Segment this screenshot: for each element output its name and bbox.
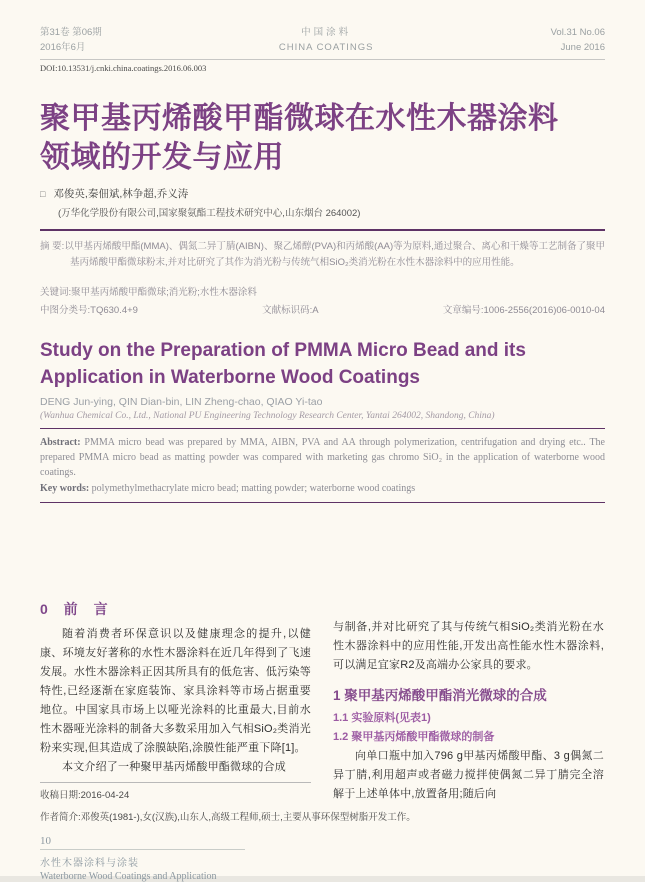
clc-label: 中图分类号:	[40, 305, 91, 317]
abstract-cn-paragraph	[40, 239, 605, 271]
author-bio: 作者简介:邓俊英(1981-),女(汉族),山东人,高级工程师,硕士,主要从事环保型树脂开发工作。	[40, 812, 416, 824]
abstract-cn-text: 以甲基丙烯酸甲酯(MMA)、偶氮二异丁腈(AIBN)、聚乙烯醇(PVA)和丙烯酸(AA)等为原料,通过聚合、离心和干燥等工艺制备了聚甲基丙烯酸甲酯微球粉末,并对比研究了其作为消光粉与传统气相SiO₂类消光粉在水性木器涂料中的应用性能。	[64, 241, 606, 269]
keywords-en-text: polymethylmethacrylate micro bead; matting powder; waterborne wood coatings	[89, 483, 416, 495]
body-paragraph: 与制备,并对比研究了其与传统气相SiO₂类消光粉在水性木器涂料中的应用性能,开发出高性能水性木器涂料,可以满足宜家R2及高端办公家具的要求。	[333, 621, 604, 672]
affiliation-en: (Wanhua Chemical Co., Ltd., National PU Engineering Technology Research Center, Yantai 264002, Shandong, China)	[40, 411, 495, 422]
footer-column-title-cn: 水性木器涂料与涂装	[40, 858, 139, 870]
journal-name-cn: 中国涂料	[301, 27, 352, 38]
page-footer	[40, 835, 605, 882]
classification-row	[40, 302, 605, 316]
page-number: 10	[40, 835, 51, 848]
keywords-cn-row	[40, 284, 605, 298]
authors-cn: 邓俊英,秦佃斌,林争超,乔义涛	[53, 188, 189, 201]
header-issue-info	[40, 26, 102, 55]
header-date-cn: 2016年6月	[40, 41, 86, 53]
keywords-cn-label: 关键词:	[40, 287, 72, 299]
abstract-en-top-divider	[40, 428, 605, 429]
header-vol-info	[551, 26, 605, 55]
body-column-left	[40, 599, 311, 804]
header-volume-issue: 第31卷 第06期	[40, 27, 102, 38]
clc-number	[40, 302, 138, 316]
abstract-cn	[40, 239, 605, 271]
abstract-en-bottom-divider	[40, 502, 605, 503]
received-date-row	[40, 787, 311, 801]
article-id-value: 1006-2556(2016)06-0010-04	[483, 305, 605, 317]
article-title-cn	[40, 99, 605, 177]
keywords-en-label: Key words:	[40, 483, 90, 495]
doc-code-label: 文献标识码:	[262, 305, 313, 317]
header-date-en: June 2016	[560, 41, 605, 53]
article-title-cn-line1: 聚甲基丙烯酸甲酯微球在水性木器涂料	[40, 102, 559, 136]
keywords-en-row	[40, 483, 605, 494]
abstract-cn-label: 摘 要:	[40, 241, 65, 253]
doi-line: DOI:10.13531/j.cnki.china.coatings.2016.06.003	[40, 63, 207, 74]
body-paragraph: 向单口瓶中加入796 g甲基丙烯酸甲酯、3 g偶氮二异丁腈,利用超声或者磁力搅拌使偶氮二异丁腈完全溶解于上述单体中,放置备用;随后向	[333, 750, 604, 801]
article-id-label: 文章编号:	[442, 305, 484, 317]
header-vol-no: Vol.31 No.06	[550, 27, 605, 38]
abstract-en-text: PMMA micro bead was prepared by MMA, AIBN, PVA and AA through polymerization, centrifugation and drying etc.. The prepared PMMA micro bead as matting powder was compared with marketing gas chromo SiO₂ in the application of waterborne wood coatings.	[40, 437, 605, 479]
abstract-en-label: Abstract:	[40, 437, 81, 449]
received-date-label: 收稿日期:	[40, 790, 81, 802]
journal-header	[40, 26, 605, 55]
section-heading-1-1: 1.1 实验原料(见表1)	[333, 712, 431, 725]
doc-code	[262, 302, 318, 316]
body-paragraph: 随着消费者环保意识以及健康理念的提升,以健康、环境友好著称的水性木器涂料在近几年得到了飞速发展。水性木器涂料正因其所具有的低危害、低污染等特性,已经逐渐在家庭装饰、家具涂料等市场占据重要地位。中国家具市场上以哑光涂料的比重最大,目前水性木器哑光涂料的制备大多数采用加入气相SiO₂类消光粉来实现,但其造成了涂膜缺陷,涂膜性能严重下降[1]。	[40, 628, 311, 755]
author-marker-icon: □	[40, 188, 46, 199]
body-column-right	[333, 599, 604, 804]
article-title-cn-line2: 领域的开发与应用	[40, 141, 284, 175]
doc-code-value: A	[312, 305, 319, 317]
clc-value: TQ630.4+9	[90, 305, 138, 317]
footer-divider	[40, 849, 245, 850]
authors-row	[40, 186, 605, 201]
body-paragraph: 本文介绍了一种聚甲基丙烯酸甲酯微球的合成	[62, 761, 286, 774]
footer-column-title-en: Waterborne Wood Coatings and Application	[40, 871, 217, 882]
authors-en: DENG Jun-ying, QIN Dian-bin, LIN Zheng-chao, QIAO Yi-tao	[40, 396, 323, 409]
section-heading-1: 1 聚甲基丙烯酸甲酯消光微球的合成	[333, 688, 547, 704]
header-divider	[40, 59, 605, 60]
journal-name-en: CHINA COATINGS	[278, 41, 374, 53]
article-title-en-line2: Application in Waterborne Wood Coatings	[40, 367, 420, 389]
affiliation-cn: (万华化学股份有限公司,国家聚氨酯工程技术研究中心,山东烟台 264002)	[58, 208, 361, 220]
section-heading-0: 0 前 言	[40, 601, 114, 618]
article-title-en-line1: Study on the Preparation of PMMA Micro Bead and its	[40, 340, 526, 362]
article-title-en	[40, 337, 605, 391]
abstract-en	[40, 435, 605, 480]
abstract-top-divider	[40, 229, 605, 231]
article-id	[443, 302, 605, 316]
section-heading-1-2: 1.2 聚甲基丙烯酸甲酯微球的制备	[333, 731, 495, 744]
received-date-value: 2016-04-24	[80, 790, 130, 802]
keywords-cn-text: 聚甲基丙烯酸甲酯微球;消光粉;水性木器涂料	[71, 287, 257, 299]
header-journal-name	[279, 26, 374, 55]
footnote-divider	[40, 782, 311, 783]
article-body	[40, 599, 605, 804]
